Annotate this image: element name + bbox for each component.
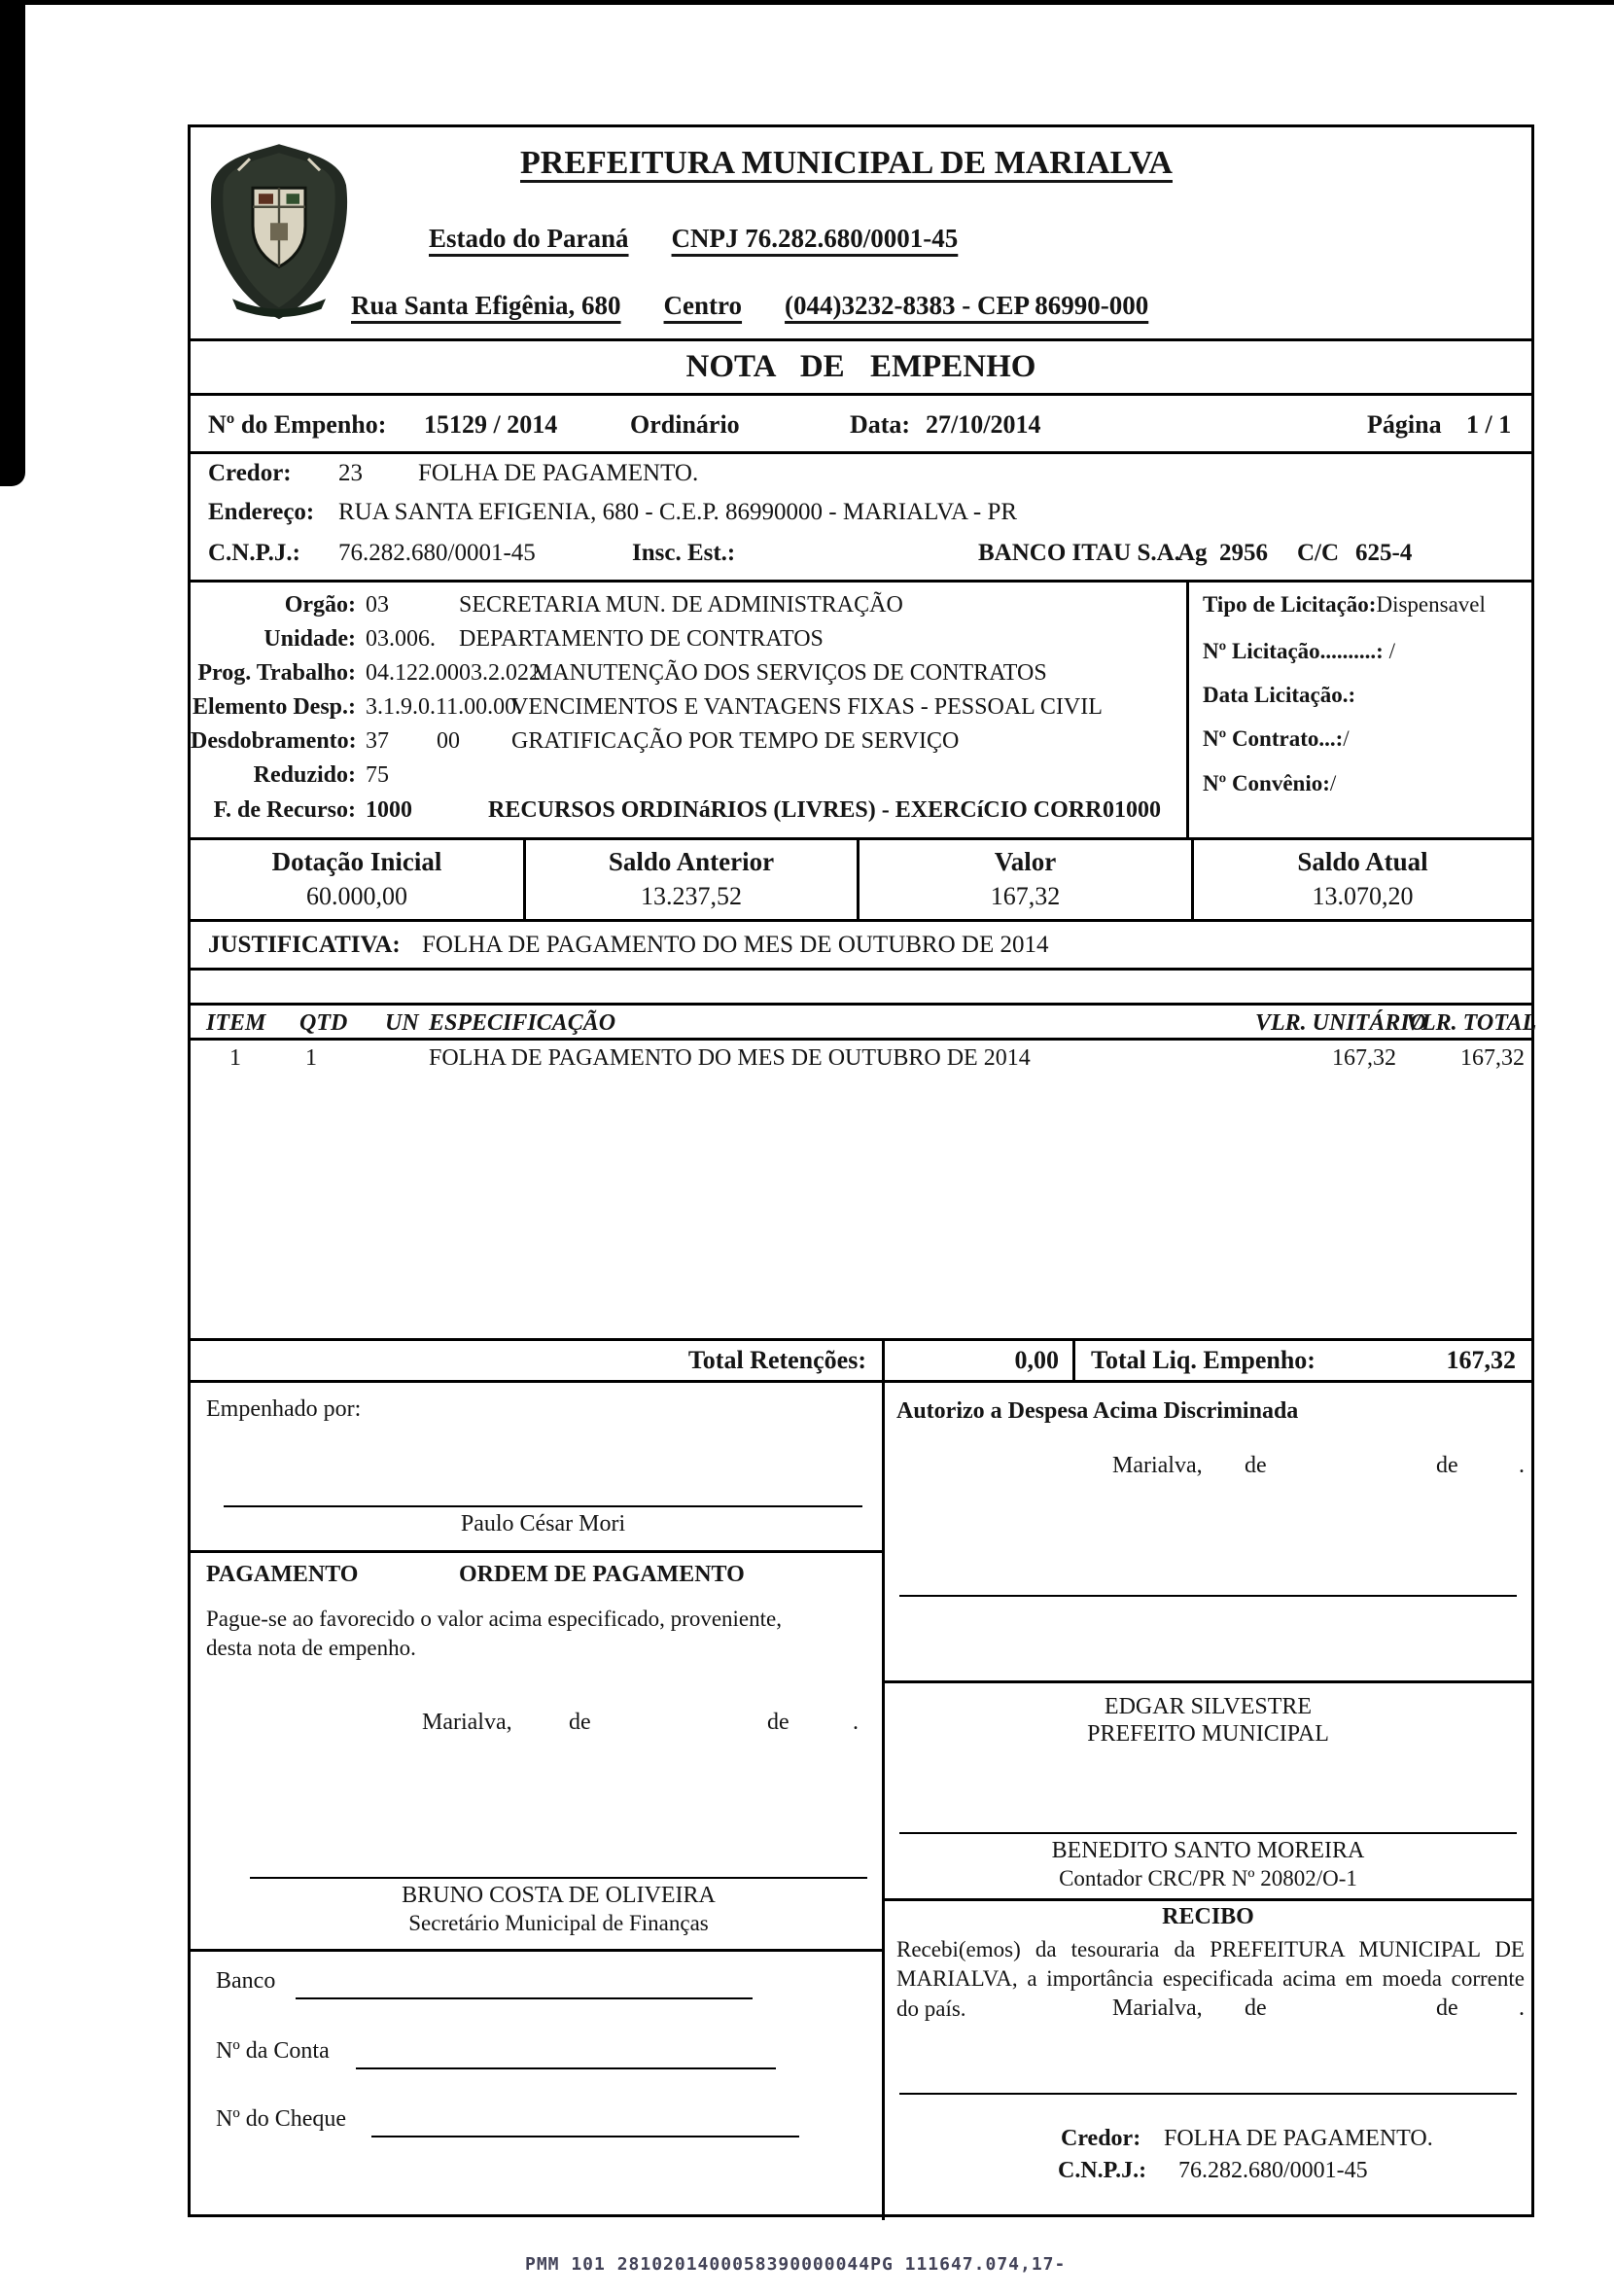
mayor-title: PREFEITO MUNICIPAL [1087, 1721, 1329, 1747]
resource-source-code: 1000 [366, 797, 412, 823]
current-balance-header: Saldo Atual [1297, 847, 1428, 876]
items-header-total: VLR. TOTAL [1406, 1010, 1537, 1036]
net-total-cell [1075, 1341, 1531, 1380]
bidding-type-value: Dispensavel [1376, 592, 1486, 617]
bidding-info-column [1186, 583, 1531, 837]
phone-cep: (044)3232-8383 - CEP 86990-000 [785, 291, 1149, 320]
retentions-label: Total Retenções: [687, 1346, 866, 1374]
items-table-header [191, 1003, 1537, 1041]
item-total: 167,32 [1460, 1045, 1525, 1071]
breakdown-label: Desdobramento: [191, 728, 357, 754]
resource-source-label: F. de Recurso: [213, 797, 356, 823]
allocation-initial-value: 60.000,00 [306, 882, 407, 910]
dot-matrix-validation-print: PMM 101 2810201400058390000044PG 111647.074,17- [525, 2254, 1067, 2275]
work-program-name: MANUTENÇÃO DOS SERVIÇOS DE CONTRATOS [532, 660, 1047, 686]
bidding-date-row [1203, 683, 1355, 708]
scan-artifact-top-edge [0, 0, 1614, 5]
date-of-word: de [1245, 1453, 1267, 1478]
unit-label: Unidade: [263, 626, 356, 652]
expense-element-name: VENCIMENTOS E VANTAGENS FIXAS - PESSOAL CIVIL [511, 694, 1103, 720]
authorization-title: Autorizo a Despesa Acima Discriminada [896, 1398, 1299, 1424]
empenho-number-label: Nº do Empenho: [208, 410, 387, 439]
state-cnpj-line [429, 224, 958, 254]
signature-line [250, 1877, 867, 1879]
current-balance-value: 13.070,20 [1312, 882, 1414, 910]
date-period: . [1519, 1996, 1525, 2021]
receipt-title: RECIBO [1162, 1904, 1254, 1929]
signature-line [899, 2093, 1517, 2095]
payment-section-label: PAGAMENTO [206, 1562, 359, 1587]
items-header-item: ITEM [206, 1010, 266, 1036]
payment-column [191, 1383, 885, 2220]
work-program-label: Prog. Trabalho: [197, 660, 356, 686]
work-program-code: 04.122.0003.2.022. [366, 660, 546, 686]
cheque-field-label: Nº do Cheque [216, 2106, 347, 2132]
expense-element-code: 3.1.9.0.11.00.00. [366, 694, 523, 720]
previous-balance-value: 13.237,52 [641, 882, 742, 910]
resource-source-extra: 01000 [1103, 797, 1161, 823]
agreement-number-value: / [1329, 771, 1337, 795]
receipt-text: Recebi(emos) da tesouraria da PREFEITURA MUNICIPAL DE MARIALVA, a importância especificada acima em moeda corrente do país. [896, 1937, 1525, 2021]
retentions-value: 0,00 [1014, 1346, 1059, 1374]
divider-line [191, 1949, 882, 1952]
date-of-word: de [1436, 1453, 1458, 1478]
bank-field-line [296, 1997, 753, 1999]
empenho-number-value: 15129 / 2014 [424, 410, 558, 439]
bidding-type-row [1203, 592, 1486, 618]
creditor-cnpj-label: C.N.P.J.: [208, 540, 300, 566]
date-period: . [1519, 1453, 1525, 1478]
value-cell [860, 840, 1194, 919]
unit-code: 03.006. [366, 626, 436, 652]
receipt-creditor-value: FOLHA DE PAGAMENTO. [1164, 2126, 1433, 2151]
breakdown-subcode: 00 [437, 728, 460, 754]
empenho-date-value: 27/10/2014 [926, 410, 1041, 439]
date-of-word: de [767, 1710, 789, 1735]
bank-field-label: Banco [216, 1968, 276, 1994]
creditor-cnpj-value: 76.282.680/0001-45 [338, 540, 536, 566]
receipt-cnpj-value: 76.282.680/0001-45 [1178, 2158, 1368, 2183]
payment-order-label: ORDEM DE PAGAMENTO [459, 1562, 745, 1587]
breakdown-name: GRATIFICAÇÃO POR TEMPO DE SERVIÇO [511, 728, 960, 754]
allocation-initial-cell [191, 840, 526, 919]
retentions-value-cell [885, 1341, 1075, 1380]
accountant-name: BENEDITO SANTO MOREIRA [1051, 1838, 1365, 1863]
payment-order-text: Pague-se ao favorecido o valor acima especificado, proveniente, desta nota de empenho. [206, 1607, 782, 1661]
creditor-address-value: RUA SANTA EFIGENIA, 680 - C.E.P. 86990000 - MARIALVA - PR [338, 499, 1018, 525]
page-number-label: Página [1367, 410, 1442, 439]
items-header-unit-price: VLR. UNITÁRIO [1255, 1010, 1427, 1036]
date-of-word: de [1436, 1996, 1458, 2021]
account-value: 625-4 [1355, 540, 1413, 566]
items-header-qty: QTD [299, 1010, 348, 1036]
totals-row [191, 1338, 1531, 1383]
divider-line [885, 1898, 1531, 1901]
signature-line [899, 1832, 1517, 1834]
agreement-number-row [1203, 771, 1336, 796]
bidding-number-label: Nº Licitação..........: [1203, 639, 1384, 663]
contract-number-value: / [1343, 726, 1350, 751]
bidding-date-label: Data Licitação.: [1203, 683, 1356, 707]
organ-name: SECRETARIA MUN. DE ADMINISTRAÇÃO [459, 592, 903, 618]
entity-title: PREFEITURA MUNICIPAL DE MARIALVA [520, 145, 1173, 181]
receipt-creditor-label: Credor: [1061, 2126, 1141, 2151]
signature-line [224, 1505, 862, 1507]
bank-name: BANCO ITAU S.A. [978, 540, 1180, 566]
allocation-table [191, 840, 1531, 922]
finance-secretary-title: Secretário Municipal de Finanças [408, 1911, 709, 1935]
creditor-label: Credor: [208, 460, 292, 486]
creditor-block [191, 454, 1531, 583]
budget-classification-block [191, 583, 1531, 840]
expense-element-label: Elemento Desp.: [193, 694, 356, 720]
previous-balance-cell [526, 840, 860, 919]
accountant-title: Contador CRC/PR Nº 20802/O-1 [1059, 1866, 1357, 1890]
creditor-code: 23 [338, 460, 363, 486]
cheque-field-line [371, 2136, 799, 2137]
city-name: Marialva, [1112, 1453, 1203, 1478]
reduced-label: Reduzido: [253, 762, 356, 788]
scan-artifact-left-edge [0, 0, 25, 486]
document-title: NOTA DE EMPENHO [685, 349, 1036, 384]
nota-de-empenho-form [188, 124, 1537, 2217]
agency-value: 2956 [1219, 540, 1268, 566]
organ-label: Orgão: [284, 592, 356, 618]
signature-line [899, 1595, 1517, 1597]
item-qty: 1 [305, 1045, 317, 1071]
creditor-address-label: Endereço: [208, 499, 315, 525]
account-field-line [356, 2067, 776, 2069]
agreement-number-label: Nº Convênio: [1203, 771, 1330, 795]
reduced-code: 75 [366, 762, 389, 788]
bidding-number-row [1203, 639, 1395, 664]
document-title-bar [191, 338, 1531, 396]
retentions-cell [191, 1341, 885, 1380]
receipt-cnpj-label: C.N.P.J.: [1058, 2158, 1147, 2183]
justification-text: FOLHA DE PAGAMENTO DO MES DE OUTUBRO DE 2014 [422, 932, 1049, 958]
address-line [351, 291, 1148, 321]
resource-source-name: RECURSOS ORDINáRIOS (LIVRES) - EXERCíCIO CORR [488, 797, 1103, 823]
contract-number-row [1203, 726, 1350, 752]
date-of-word: de [1245, 1996, 1267, 2021]
breakdown-code: 37 [366, 728, 389, 754]
form-header [191, 127, 1531, 338]
justification-label: JUSTIFICATIVA: [208, 932, 401, 958]
street-address: Rua Santa Efigênia, 680 [351, 291, 621, 320]
item-unit-price: 167,32 [1332, 1045, 1396, 1071]
item-spec: FOLHA DE PAGAMENTO DO MES DE OUTUBRO DE 2014 [429, 1045, 1031, 1071]
committed-by-label: Empenhado por: [206, 1396, 362, 1422]
city-name: Marialva, [422, 1710, 512, 1735]
page-number-value: 1 / 1 [1466, 410, 1512, 439]
authorization-column [885, 1383, 1531, 2220]
divider-line [885, 1680, 1531, 1683]
signatures-area [191, 1383, 1531, 2220]
item-number: 1 [229, 1045, 241, 1071]
divider-line [191, 1550, 882, 1553]
committed-by-signature-name: Paulo César Mori [460, 1511, 626, 1537]
agency-label: Ag [1177, 540, 1208, 566]
bidding-type-label: Tipo de Licitação: [1203, 592, 1377, 617]
justification-row [191, 922, 1531, 971]
items-header-unit: UN [385, 1010, 419, 1036]
account-field-label: Nº da Conta [216, 2038, 330, 2064]
entity-cnpj: CNPJ 76.282.680/0001-45 [671, 224, 959, 253]
mayor-name: EDGAR SILVESTRE [1104, 1694, 1313, 1719]
net-total-label: Total Liq. Empenho: [1091, 1346, 1316, 1374]
bidding-number-value: / [1383, 639, 1395, 663]
empenho-date-label: Data: [850, 410, 911, 439]
account-label: C/C [1297, 540, 1340, 566]
value-header: Valor [994, 847, 1057, 876]
previous-balance-header: Saldo Anterior [608, 847, 775, 876]
value-value: 167,32 [990, 882, 1061, 910]
item-row [191, 1045, 1531, 1084]
current-balance-cell [1194, 840, 1531, 919]
state-registration-label: Insc. Est.: [632, 540, 736, 566]
city-name: Marialva, [1112, 1996, 1203, 2021]
allocation-initial-header: Dotação Inicial [271, 847, 442, 876]
contract-number-label: Nº Contrato...: [1203, 726, 1344, 751]
items-header-spec: ESPECIFICAÇÃO [429, 1010, 616, 1036]
unit-name: DEPARTAMENTO DE CONTRATOS [459, 626, 824, 652]
creditor-name: FOLHA DE PAGAMENTO. [418, 460, 699, 486]
net-total-value: 167,32 [1446, 1346, 1516, 1374]
date-of-word: de [569, 1710, 591, 1735]
state-label: Estado do Paraná [429, 224, 629, 253]
district: Centro [663, 291, 743, 320]
date-period: . [853, 1710, 859, 1735]
empenho-type: Ordinário [630, 410, 740, 439]
organ-code: 03 [366, 592, 389, 618]
finance-secretary-name: BRUNO COSTA DE OLIVEIRA [402, 1883, 716, 1908]
empenho-number-row [191, 396, 1531, 454]
